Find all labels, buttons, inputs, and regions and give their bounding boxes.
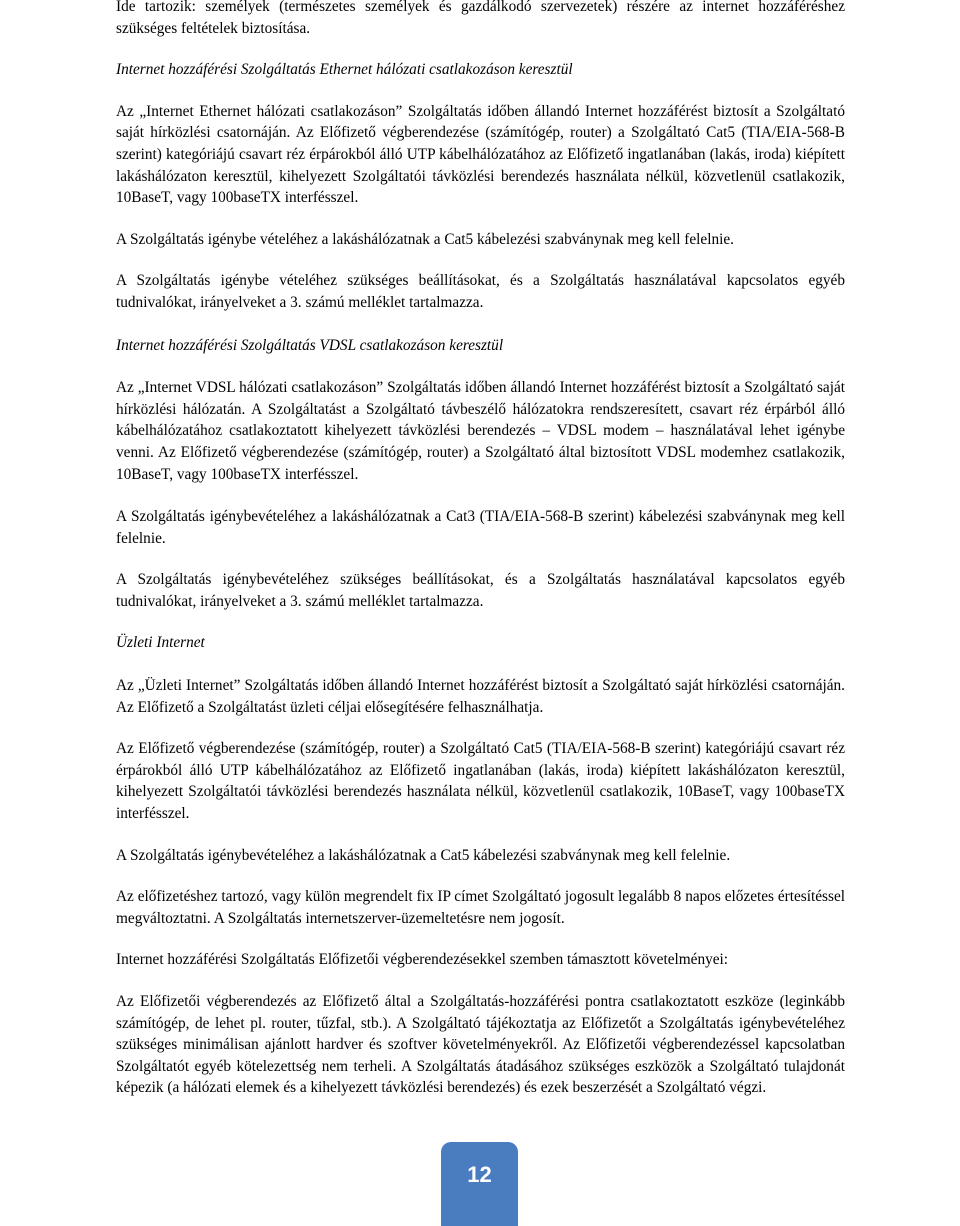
vdsl-cabling-requirement: A Szolgáltatás igénybevételéhez a lakáshálózatnak a Cat3 (TIA/EIA-568-B szerint) kábelezési szabványnak meg kell felelnie. [116,508,845,547]
section-heading-vdsl: Internet hozzáférési Szolgáltatás VDSL csatlakozáson keresztül [116,336,504,354]
fixed-ip-note: Az előfizetéshez tartozó, vagy külön megrendelt fix IP címet Szolgáltató jogosult legalább 8 napos előzetes értesítéssel megváltoztatni. A Szolgáltatás internetszerver-üzemeltetésre nem jogosít. [116,888,845,927]
vdsl-settings-note: A Szolgáltatás igénybevételéhez szükséges beállításokat, és a Szolgáltatás használatával kapcsolatos egyéb tudnivalókat, irányelveket a 3. számú melléklet tartalmazza. [116,571,845,610]
intro-paragraph: Ide tartozik: személyek (természetes személyek és gazdálkodó szervezetek) részére az internet hozzáféréshez szükséges feltételek biztosítása. [116,0,845,37]
business-cabling-requirement: A Szolgáltatás igénybevételéhez a lakáshálózatnak a Cat5 kábelezési szabványnak meg kell felelnie. [116,846,731,864]
section-heading-ethernet: Internet hozzáférési Szolgáltatás Ethernet hálózati csatlakozáson keresztül [116,61,573,79]
section-heading-business: Üzleti Internet [116,634,205,652]
ethernet-settings-note: A Szolgáltatás igénybe vételéhez szükséges beállításokat, és a Szolgáltatás használatával kapcsolatos egyéb tudnivalókat, irányelveket a 3. számú melléklet tartalmazza. [116,272,845,311]
page-number-badge: 12 [441,1142,518,1226]
requirements-heading: Internet hozzáférési Szolgáltatás Előfizetői végberendezésekkel szemben támasztott követelményei: [116,951,729,969]
ethernet-cabling-requirement: A Szolgáltatás igénybe vételéhez a lakáshálózatnak a Cat5 kábelezési szabványnak meg kell felelnie. [116,230,734,248]
requirements-description: Az Előfizetői végberendezés az Előfizető által a Szolgáltatás-hozzáférési pontra csatlakoztatott eszköze (leginkább számítógép, de lehet pl. router, tűzfal, stb.). A Szolgáltató tájékoztatja az Előfizetőt a Szolgáltatás igénybevételéhez szükséges minimálisan ajánlott hardver és szoftver követelményekről. Az Előfizetői végberendezéssel kapcsolatban Szolgáltatót egyéb kötelezettség nem terheli. A Szolgáltatás átadásához szükséges eszközök a Szolgáltató tulajdonát képezik (a hálózati elemek és a kihelyezett távközlési berendezés) és ezek beszerzését a Szolgáltató végzi. [116,993,845,1097]
document-page [116,0,845,1099]
business-equipment: Az Előfizető végberendezése (számítógép, router) a Szolgáltató Cat5 (TIA/EIA-568-B szerint) kategóriájú csavart réz érpárokból álló UTP kábelhálózatához az Előfizető ingatlanában (lakás, iroda) kiépített lakáshálózaton keresztül, kihelyezett Szolgáltatói távközlési berendezés használata nélkül, közvetlenül csatlakozik, 10BaseT, vagy 100baseTX interfésszel. [116,740,845,823]
ethernet-description: Az „Internet Ethernet hálózati csatlakozáson” Szolgáltatás időben állandó Internet hozzáférést biztosít a Szolgáltató saját hírközlési csatornáján. Az Előfizető végberendezése (számítógép, router) a Szolgáltató Cat5 (TIA/EIA-568-B szerint) kategóriájú csavart réz érpárokból álló UTP kábelhálózatához az Előfizető ingatlanában (lakás, iroda) kiépített lakáshálózaton keresztül, kihelyezett Szolgáltatói távközlési berendezés használata nélkül, közvetlenül csatlakozik, 10BaseT, vagy 100baseTX interfésszel. [116,102,845,207]
business-description: Az „Üzleti Internet” Szolgáltatás időben állandó Internet hozzáférést biztosít a Szolgáltató saját hírközlési csatornáján. Az Előfizető a Szolgáltatást üzleti céljai elősegítésére felhasználhatja. [116,677,845,716]
vdsl-description: Az „Internet VDSL hálózati csatlakozáson” Szolgáltatás időben állandó Internet hozzáférést biztosít a Szolgáltató saját hírközlési hálózatán. A Szolgáltatást a Szolgáltató távbeszélő hálózatokra rendszeresített, csavart réz érpárból álló kábelhálózatához csatlakoztatott kihelyezett távközlési berendezés – VDSL modem – használatával lehet igénybe venni. Az Előfizető végberendezése (számítógép, router) a Szolgáltató által biztosított VDSL modemhez csatlakozik, 10BaseT, vagy 100baseTX interfésszel. [116,379,845,483]
